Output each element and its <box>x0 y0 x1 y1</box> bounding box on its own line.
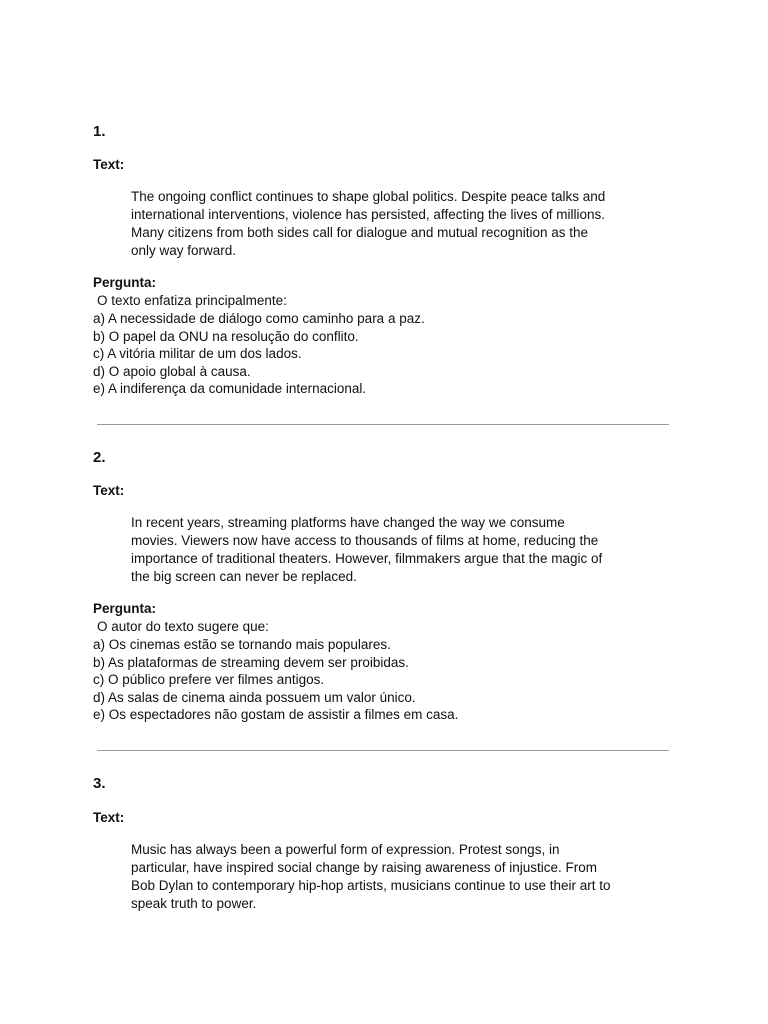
divider <box>97 750 669 751</box>
passage-line: the big screen can never be replaced. <box>131 569 357 584</box>
passage-line: international interventions, violence has persisted, affecting the lives of millions. <box>131 207 606 222</box>
passage <box>131 841 651 913</box>
answer-option-c: c) A vitória militar de um dos lados. <box>93 346 302 362</box>
question-number: 2. <box>93 449 106 466</box>
passage-line: Music has always been a powerful form of expression. Protest songs, in <box>131 842 560 857</box>
answer-option-d: d) As salas de cinema ainda possuem um valor único. <box>93 689 416 705</box>
answer-option-a: a) Os cinemas estão se tornando mais populares. <box>93 637 391 652</box>
text-label: Text: <box>93 483 125 498</box>
answer-options <box>93 636 458 724</box>
passage-line: importance of traditional theaters. However, filmmakers argue that the magic of <box>131 551 603 566</box>
passage <box>131 514 651 586</box>
answer-option-a: a) A necessidade de diálogo como caminho para a paz. <box>93 311 425 326</box>
answer-option-b: b) O papel da ONU na resolução do conflito. <box>93 328 359 344</box>
answer-option-d: d) O apoio global à causa. <box>93 363 251 379</box>
passage-line: particular, have inspired social change by raising awareness of injustice. From <box>131 860 597 875</box>
passage-line: only way forward. <box>131 243 237 258</box>
question-number: 1. <box>93 123 106 140</box>
answer-option-e: e) Os espectadores não gostam de assistir a filmes em casa. <box>93 707 459 723</box>
question-number: 3. <box>93 775 106 792</box>
answer-option-c: c) O público prefere ver filmes antigos. <box>93 672 325 688</box>
question-prompt: O autor do texto sugere que: <box>97 619 269 634</box>
divider <box>97 424 669 425</box>
passage-line: The ongoing conflict continues to shape global politics. Despite peace talks and <box>131 189 606 204</box>
passage-line: Many citizens from both sides call for dialogue and mutual recognition as the <box>131 225 588 240</box>
text-label: Text: <box>93 810 125 825</box>
answer-option-b: b) As plataformas de streaming devem ser proibidas. <box>93 654 409 670</box>
passage-line: Bob Dylan to contemporary hip-hop artists, musicians continue to use their art to <box>131 878 611 893</box>
passage-line: In recent years, streaming platforms have changed the way we consume <box>131 515 565 530</box>
text-label: Text: <box>93 157 125 172</box>
answer-option-e: e) A indiferença da comunidade internacional. <box>93 381 367 397</box>
passage <box>131 188 651 260</box>
question-label: Pergunta: <box>93 275 157 290</box>
question-prompt: O texto enfatiza principalmente: <box>97 293 287 308</box>
question-label: Pergunta: <box>93 601 157 616</box>
passage-line: movies. Viewers now have access to thousands of films at home, reducing the <box>131 533 599 548</box>
answer-options <box>93 310 425 398</box>
passage-line: speak truth to power. <box>131 896 257 911</box>
